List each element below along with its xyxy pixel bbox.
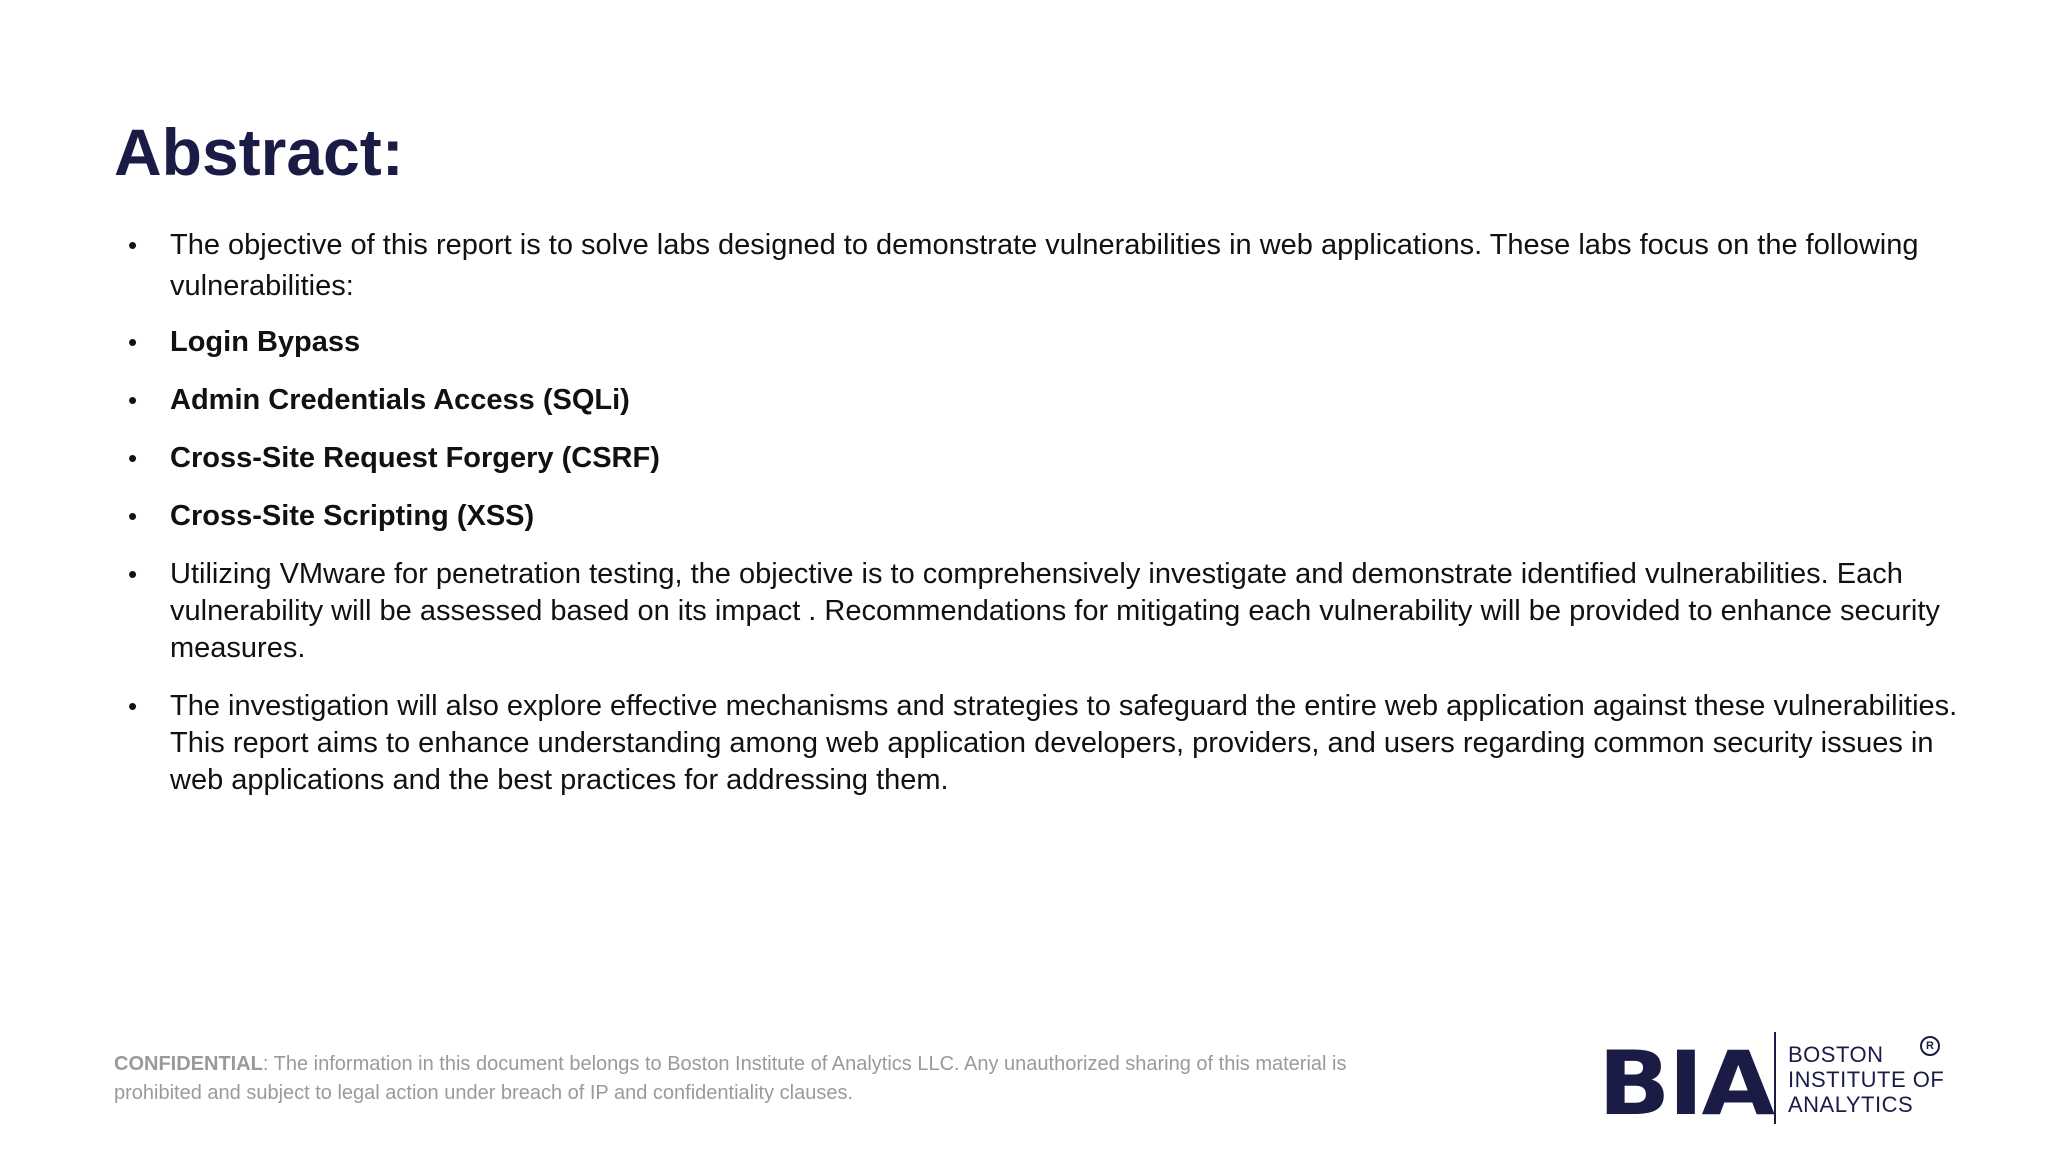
bullet-item bbox=[128, 498, 1958, 535]
bullet-item bbox=[128, 688, 1958, 799]
bullet-dot-icon: • bbox=[128, 443, 138, 473]
bullet-item bbox=[128, 440, 1958, 477]
logo-mark: BIA bbox=[1598, 1032, 1773, 1135]
logo-line-boston: BOSTON bbox=[1788, 1042, 1884, 1067]
logo-line-analytics: ANALYTICS bbox=[1788, 1092, 1914, 1117]
bia-logo bbox=[1598, 1030, 1948, 1135]
bullet-text: The objective of this report is to solve labs designed to demonstrate vulnerabilities in web applications. These labs focus on the following vulnerabilities: bbox=[170, 229, 1919, 302]
slide-title: Abstract: bbox=[114, 115, 404, 189]
registered-icon: R bbox=[1920, 1036, 1940, 1056]
bullet-dot-icon: • bbox=[128, 230, 138, 260]
bullet-dot-icon: • bbox=[128, 559, 138, 589]
bullet-item bbox=[128, 382, 1958, 419]
confidential-text: : The information in this document belongs to Boston Institute of Analytics LLC. Any unauthorized sharing of this material is prohibited and subject to legal action under breach of IP and confidentiality clauses. bbox=[114, 1053, 1347, 1104]
bullet-dot-icon: • bbox=[128, 501, 138, 531]
bullet-dot-icon: • bbox=[128, 385, 138, 415]
bullet-item bbox=[128, 556, 1958, 667]
bullet-text: Cross-Site Scripting (XSS) bbox=[170, 500, 535, 532]
bullet-text: Admin Credentials Access (SQLi) bbox=[170, 384, 630, 416]
logo-line-institute: INSTITUTE OF bbox=[1788, 1067, 1945, 1092]
bullet-item bbox=[128, 225, 1958, 307]
bullet-dot-icon: • bbox=[128, 691, 138, 721]
bullet-text: Cross-Site Request Forgery (CSRF) bbox=[170, 442, 660, 474]
logo-wordmark bbox=[1788, 1042, 1944, 1117]
bullet-list bbox=[128, 225, 1958, 820]
confidential-footer bbox=[114, 1050, 1374, 1108]
confidential-label: CONFIDENTIAL bbox=[114, 1053, 263, 1075]
logo-divider bbox=[1774, 1032, 1776, 1124]
bullet-dot-icon: • bbox=[128, 327, 138, 357]
bullet-text: Login Bypass bbox=[170, 326, 361, 358]
bullet-text: Utilizing VMware for penetration testing, the objective is to comprehensively investigate and demonstrate identified vulnerabilities. Each vulnerability will be assessed based on its impact . Recommendations for mitigating each vulnerability will be provided to enhance security measures. bbox=[170, 558, 1940, 664]
bullet-text: The investigation will also explore effective mechanisms and strategies to safeguard the entire web application against these vulnerabilities. This report aims to enhance understanding among web application developers, providers, and users regarding common security issues in web applications and the best practices for addressing them. bbox=[170, 690, 1958, 796]
bullet-item bbox=[128, 324, 1958, 361]
